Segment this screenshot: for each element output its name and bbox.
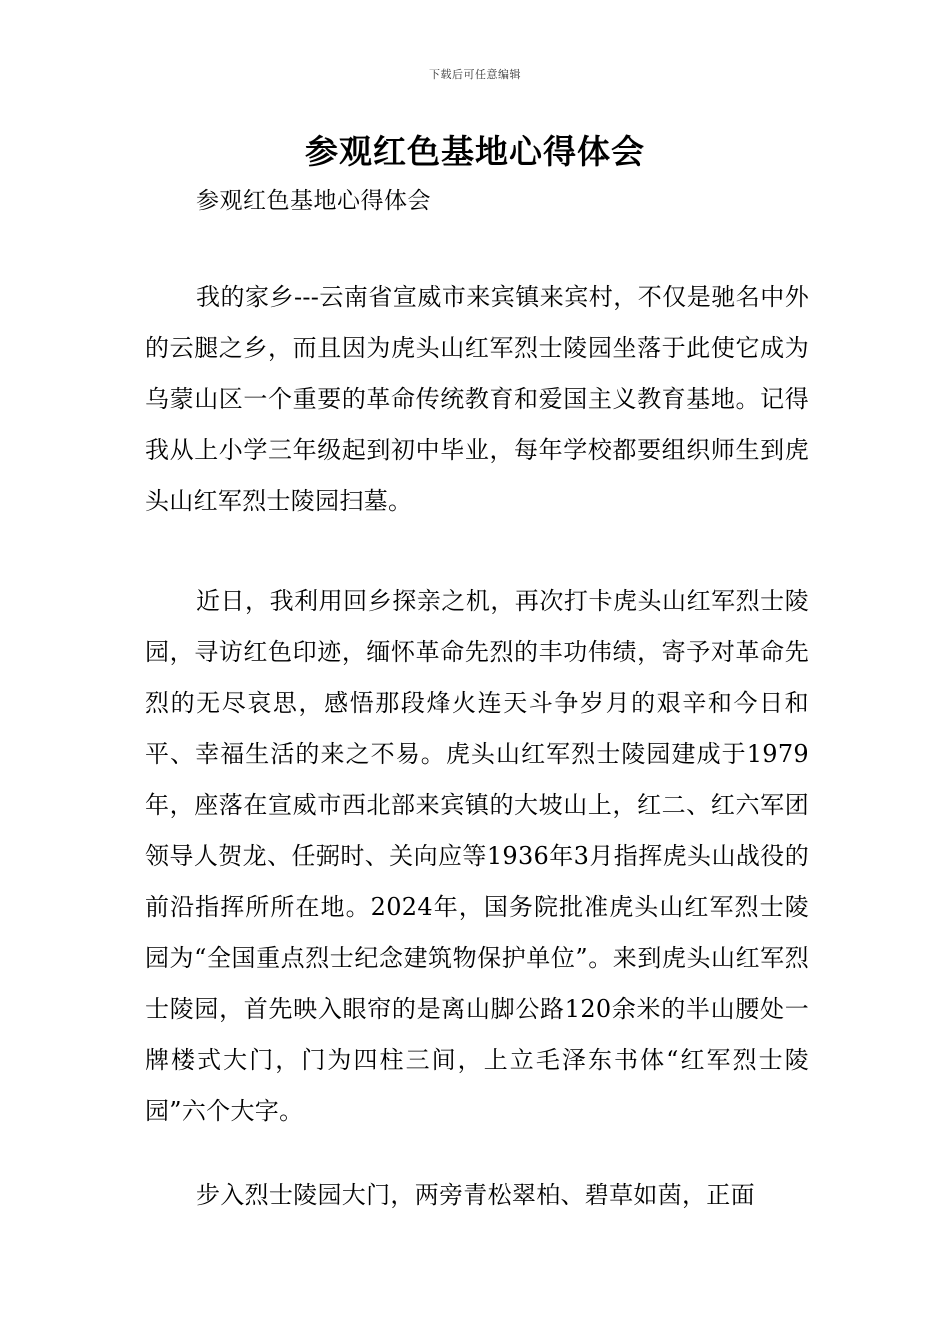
body-paragraph: 步入烈士陵园大门，两旁青松翠柏、碧草如茵，正面: [196, 1181, 755, 1209]
body-paragraph: 我的家乡---云南省宣威市来宾镇来宾村，不仅是驰名中外的云腿之乡，而且因为虎头山红军烈士陵园坐落于此使它成为乌蒙山区一个重要的革命传统教育和爱国主义教育基地。记得我从上小学三年级起到初中毕业，每年学校都要组织师生到虎头山红军烈士陵园扫墓。: [145, 283, 809, 515]
document-subtitle: 参观红色基地心得体会: [196, 188, 431, 214]
document-title: 参观红色基地心得体会: [305, 132, 645, 171]
header-note: 下载后可任意编辑: [429, 68, 521, 81]
body-paragraph: 近日，我利用回乡探亲之机，再次打卡虎头山红军烈士陵园，寻访红色印迹，缅怀革命先烈的丰功伟绩，寄予对革命先烈的无尽哀思，感悟那段烽火连天斗争岁月的艰辛和今日和平、幸福生活的来之不易。虎头山红军烈士陵园建成于1979年，座落在宣威市西北部来宾镇的大坡山上，红二、红六军团领导人贺龙、任弼时、关向应等1936年3月指挥虎头山战役的前沿指挥所所在地。2024年，国务院批准虎头山红军烈士陵园为“全国重点烈士纪念建筑物保护单位”。来到虎头山红军烈士陵园，首先映入眼帘的是离山脚公路120余米的半山腰处一牌楼式大门，门为四柱三间，上立毛泽东书体“红军烈士陵园”六个大字。: [145, 587, 809, 1125]
